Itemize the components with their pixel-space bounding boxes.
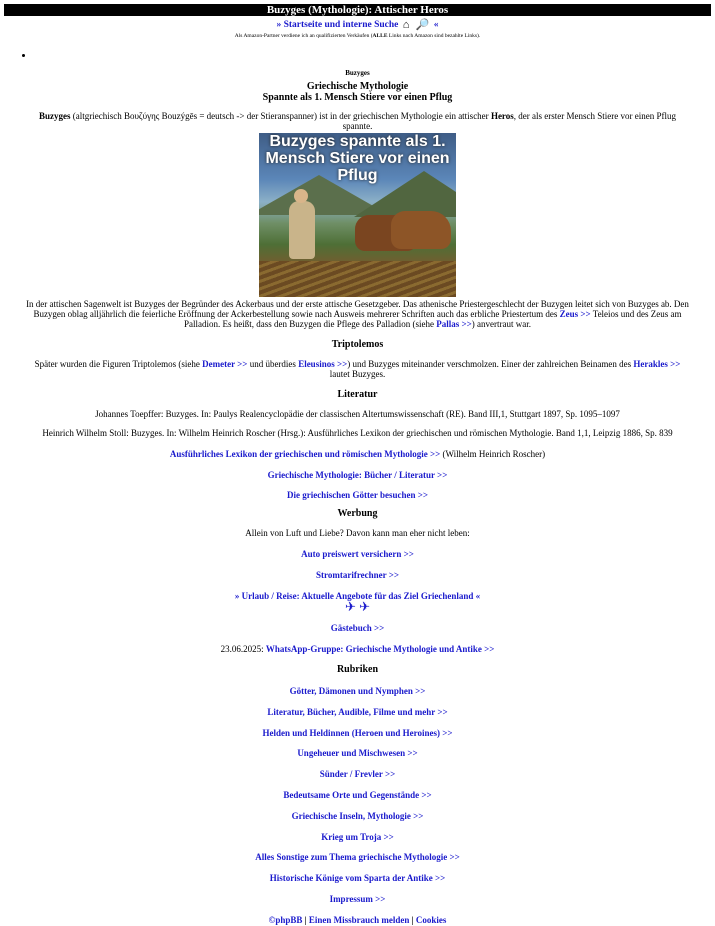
impressum-link[interactable]: Impressum >> (329, 893, 386, 904)
rubrik-link[interactable]: Historische Könige vom Sparta der Antike >> (269, 873, 446, 884)
phpbb-link[interactable]: ©phpBB (268, 914, 303, 925)
search-icon[interactable]: 🔎 (415, 19, 430, 31)
amazon-note-bold: ALLE (372, 33, 388, 40)
article-heading-line1: Griechische Mythologie (306, 81, 409, 93)
rubrik-link[interactable]: Bedeutsame Orte und Gegenstände >> (283, 789, 432, 800)
para-text: Teleios und des Zeus am Palladion. Es heißt, dass den Buzygen die Pflege des Palladion (siehe (184, 309, 682, 330)
para-text: Später wurden die Figuren Triptolemos (siehe (34, 359, 203, 370)
para-text: In der attischen Sagenwelt ist Buzyges der Begründer des Ackerbaus und der erste attische Gesetzgeber. Das athenische Priestergeschlecht der Buzygen leitet sich von Buzyges ab. Den Buzygen oblag alljährlich die feierliche Eröffnung der Ackerbestellung sowie nach Ausweis mehrerer Schriften auch das erbliche Priestertum des (26, 299, 689, 320)
footer-separator: | (302, 914, 309, 925)
article-heading-line2: Spannte als 1. Mensch Stiere vor einen Pflug (262, 92, 453, 104)
triptolemos-heading: Triptolemos (331, 339, 384, 351)
auto-line (0, 549, 715, 560)
list-item (0, 769, 715, 780)
demeter-link[interactable]: Demeter >> (202, 359, 248, 370)
rubrik-link[interactable]: Literatur, Bücher, Audible, Filme und mehr >> (267, 706, 448, 717)
amazon-note-after: Links nach Amazon sind bezahlte Links). (387, 33, 481, 40)
rubrik-link[interactable]: Helden und Heldinnen (Heroen und Heroines) >> (262, 727, 453, 738)
eleusinos-link[interactable]: Eleusinos >> (298, 359, 348, 370)
werbung-text: Allein von Luft und Liebe? Davon kann man eher nicht leben: (245, 528, 470, 539)
gods-line (0, 490, 715, 501)
strom-line (0, 570, 715, 581)
para-text: lautet Buzyges. (329, 369, 386, 380)
empty-bullet-list (0, 50, 715, 66)
image-caption: Buzyges spannte als 1. Mensch Stiere vor einen Pflug (265, 133, 450, 185)
rubriken-list (0, 686, 715, 905)
herakles-link[interactable]: Herakles >> (633, 359, 681, 370)
list-item (0, 832, 715, 843)
books-line (0, 470, 715, 481)
amazon-disclosure (0, 33, 715, 40)
plowed-field (259, 261, 456, 297)
list-item (0, 686, 715, 697)
page-title-bar (4, 4, 711, 16)
guestbook-line (0, 623, 715, 634)
gods-link[interactable]: Die griechischen Götter besuchen >> (286, 490, 429, 501)
travel-offers-link[interactable]: » Urlaub / Reise: Aktuelle Angebote für das Ziel Griechenland « (234, 590, 481, 601)
lexikon-line (0, 449, 715, 460)
page-footer (0, 915, 715, 926)
whatsapp-date: 23.06.2025: (220, 644, 266, 655)
home-icon[interactable]: ⌂ (402, 19, 410, 31)
triptolemos-paragraph (24, 359, 691, 379)
intro-heros: Heros (490, 111, 514, 122)
article-paragraph (24, 299, 691, 329)
list-item (0, 728, 715, 739)
home-search-link[interactable]: » Startseite und interne Suche (276, 20, 399, 30)
rubrik-link[interactable]: Griechische Inseln, Mythologie >> (291, 810, 424, 821)
para-text: und überdies (247, 359, 299, 370)
top-navigation (0, 19, 715, 32)
whatsapp-line (0, 644, 715, 655)
list-item (0, 790, 715, 801)
buzyges-illustration (259, 133, 456, 297)
werbung-heading: Werbung (337, 508, 378, 520)
nav-close-marker[interactable]: « (433, 20, 439, 30)
list-item (0, 707, 715, 718)
rubrik-link[interactable]: Alles Sonstige zum Thema griechische Mythologie >> (255, 852, 460, 863)
rubriken-heading: Rubriken (336, 663, 379, 675)
books-link[interactable]: Griechische Mythologie: Bücher / Literatur >> (267, 469, 448, 480)
literatur-heading: Literatur (337, 389, 378, 401)
page-title: Buzyges (Mythologie): Attischer Heros (266, 4, 449, 16)
lexikon-suffix: (Wilhelm Heinrich Roscher) (440, 448, 546, 459)
article-heading (0, 81, 715, 103)
list-item (0, 873, 715, 884)
rubrik-link[interactable]: Götter, Dämonen und Nymphen >> (289, 685, 426, 696)
lexikon-link[interactable]: Ausführliches Lexikon der griechischen und römischen Mythologie >> (169, 448, 441, 459)
rubrik-link[interactable]: Ungeheuer und Mischwesen >> (297, 748, 418, 759)
rubrik-link[interactable]: Sünder / Frevler >> (319, 769, 396, 780)
rubrik-link[interactable]: Krieg um Troja >> (321, 831, 394, 842)
list-item (0, 748, 715, 759)
footer-separator: | (409, 914, 416, 925)
list-item (0, 852, 715, 863)
ox-figure (391, 211, 451, 249)
intro-name: Buzyges (39, 111, 71, 122)
amazon-note-before: Als Amazon-Partner verdiene ich an qualifizierten Verkäufen ( (234, 33, 373, 40)
airplane-icon[interactable]: ✈ ✈ (344, 599, 371, 615)
report-abuse-link[interactable]: Einen Missbrauch melden (308, 914, 410, 925)
para-text: ) anvertraut war. (471, 319, 531, 330)
zeus-link[interactable]: Zeus >> (559, 309, 591, 320)
article-intro (24, 111, 691, 131)
list-item (0, 811, 715, 822)
whatsapp-link[interactable]: WhatsApp-Gruppe: Griechische Mythologie und Antike >> (265, 644, 495, 655)
list-item (34, 50, 715, 62)
power-tariff-link[interactable]: Stromtarifrechner >> (316, 569, 399, 580)
list-item (0, 894, 715, 905)
article-kicker: Buzyges (345, 68, 370, 77)
para-text: ) und Buzyges miteinander verschmolzen. Einer der zahlreichen Beinamen des (347, 359, 634, 370)
auto-insurance-link[interactable]: Auto preiswert versichern >> (301, 548, 414, 559)
guestbook-link[interactable]: Gästebuch >> (330, 623, 385, 634)
cookies-link[interactable]: Cookies (415, 914, 447, 925)
pallas-link[interactable]: Pallas >> (436, 319, 472, 330)
intro-text-end: , der als erster Mensch Stiere vor einen Pflug spannte. (342, 111, 676, 132)
literature-reference: Heinrich Wilhelm Stoll: Buzyges. In: Wilhelm Heinrich Roscher (Hrsg.): Ausführliches Lexikon der griechischen und römischen Mythologie. Band 1,1, Leipzig 1886, Sp. 839 (42, 427, 673, 438)
farmer-figure (289, 201, 315, 259)
literature-reference: Johannes Toepffer: Buzyges. In: Paulys Realencyclopädie der classischen Altertumswissenschaft (RE). Band III,1, Stuttgart 1897, Sp. 1095–1097 (95, 409, 620, 420)
intro-text: (altgriechisch Βουζύγης Bouzýgēs = deutsch -> der Stieranspanner) ist in der griechischen Mythologie ein attischer (70, 111, 491, 122)
